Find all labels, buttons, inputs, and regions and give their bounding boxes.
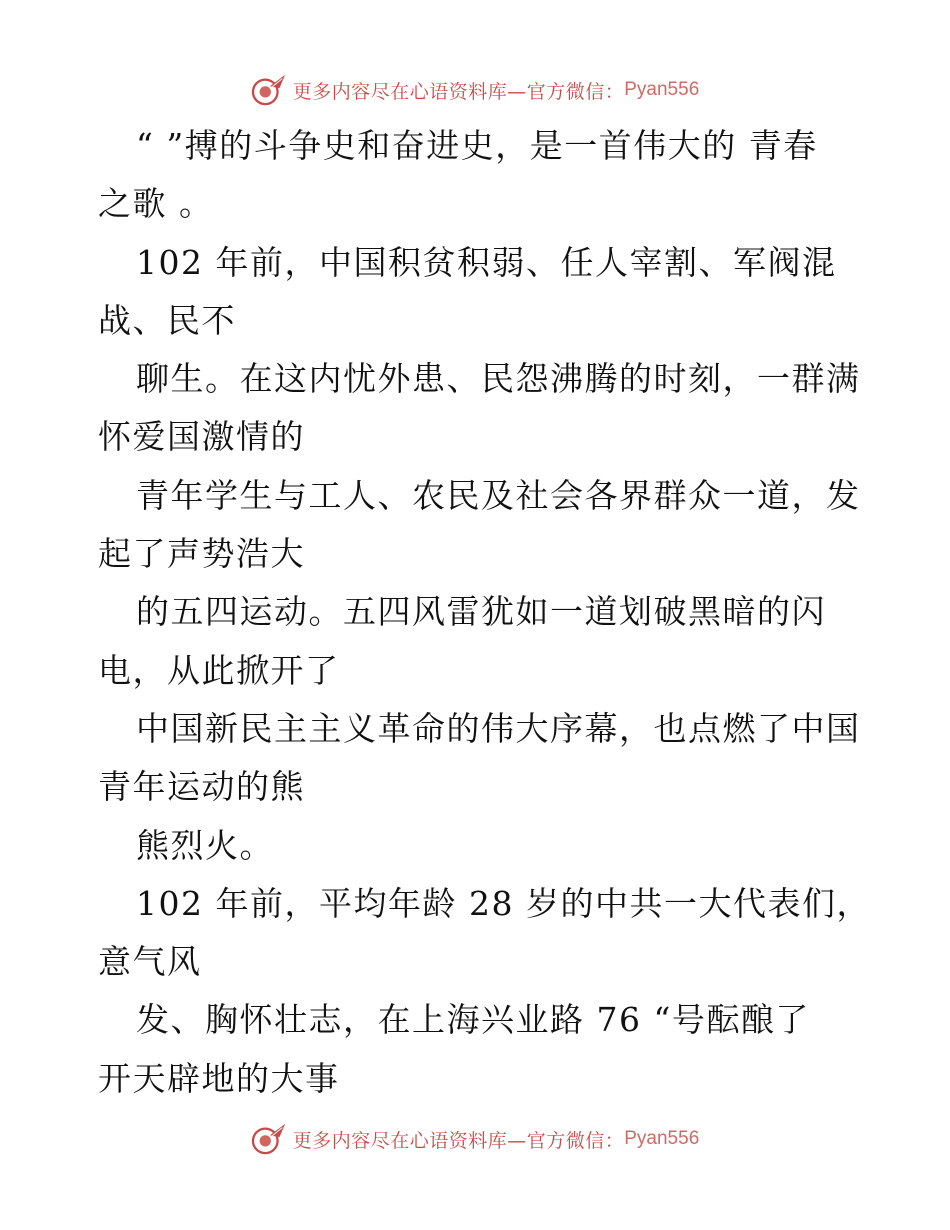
text-line: 的五四运动。五四风雷犹如一道划破黑暗的闪 [136,592,826,632]
text-line: 中国新民主主义革命的伟大序幕，也点燃了中国 [136,708,861,748]
watermark-account: Pyan556 [624,1128,700,1149]
watermark-text: 更多内容尽在心语资料库—官方微信： [292,80,625,103]
text-line: 战、民不 [98,300,236,340]
text-line: 青年学生与工人、农民及社会各界群众一道，发 [136,475,861,515]
text-line: 开天辟地的大事 [98,1058,340,1098]
text-line: “ ”搏的斗争史和奋进史，是一首伟大的 青春 [136,126,818,165]
text-line: 102 年前，平均年龄 28 岁的中共一大代表们， [136,883,871,923]
text-line: 电，从此掀开了 [98,650,340,690]
text-line: 发、胸怀壮志，在上海兴业路 76 “号酝酿了 [136,1000,810,1040]
header-watermark [0,70,950,110]
text-line: 熊烈火。 [136,825,274,865]
text-line: 意气风 [98,942,202,982]
quill-logo-icon [251,1122,289,1156]
text-line: 青年运动的熊 [98,767,305,807]
text-line: 起了声势浩大 [98,534,305,574]
footer-watermark [0,1119,950,1159]
text-line: 怀爱国激情的 [98,417,305,457]
text-line: 102 年前，中国积贫积弱、任人宰割、军阀混 [136,242,837,282]
quill-logo-icon [251,73,289,107]
watermark-account: Pyan556 [624,79,700,100]
text-line: 之歌 。 [98,184,214,224]
document-body [98,117,871,1108]
watermark-text: 更多内容尽在心语资料库—官方微信： [292,1129,625,1152]
text-line: 聊生。在这内忧外患、民怨沸腾的时刻，一群满 [136,359,861,399]
